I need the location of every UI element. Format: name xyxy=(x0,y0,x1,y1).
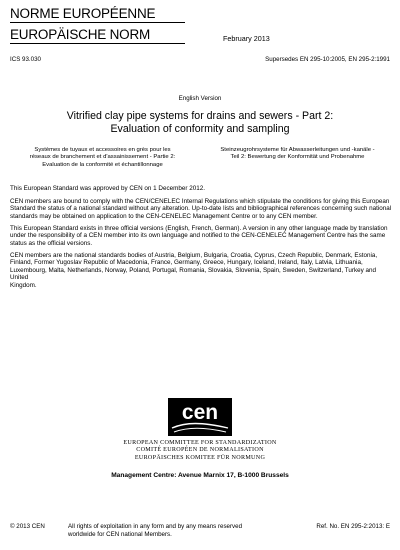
supersedes-note: Supersedes EN 295-10:2005, EN 295-2:1991 xyxy=(265,56,390,63)
versions-line-1: This European Standard exists in three official versions (English, French, German). A version in any other language made by translation xyxy=(10,225,388,232)
rights-notice xyxy=(68,523,242,538)
approval-paragraph: This European Standard was approved by CEN on 1 December 2012. xyxy=(10,185,205,192)
europaische-norm-heading: EUROPÄISCHE NORM xyxy=(10,27,151,42)
title-line-2: Evaluation of conformity and sampling xyxy=(110,122,290,135)
cen-logo-icon xyxy=(168,398,232,436)
french-title-line-3: Evaluation de la conformité et échantillonnage xyxy=(42,161,163,168)
header-rule-1 xyxy=(10,22,185,23)
cen-logo xyxy=(168,398,232,436)
committee-name-fr: COMITÉ EUROPÉEN DE NORMALISATION xyxy=(136,447,264,454)
rights-line-2: worldwide for CEN national Members. xyxy=(68,530,172,538)
committee-name-en: EUROPEAN COMMITTEE FOR STANDARDIZATION xyxy=(123,440,277,446)
members-line-2: Finland, Former Yugoslav Republic of Macedonia, France, Germany, Greece, Hungary, Iceland, Ireland, Italy, Latvia, Lithuania, xyxy=(10,259,363,267)
language-version: English Version xyxy=(178,95,222,102)
committee-names xyxy=(0,440,400,462)
members-line-4: Kingdom. xyxy=(10,281,37,289)
member-countries-paragraph xyxy=(10,252,392,289)
members-line-3: Luxembourg, Malta, Netherlands, Norway, Poland, Portugal, Romania, Slovakia, Slovenia, Spain, Sweden, Switzerland, Turkey and United xyxy=(10,266,376,282)
management-centre-address: Management Centre: Avenue Marnix 17, B-1000 Brussels xyxy=(111,472,289,479)
committee-name-de: EUROPÄISCHES KOMITEE FÜR NORMUNG xyxy=(134,454,266,461)
versions-line-3: status as the official versions. xyxy=(10,239,93,247)
french-title-line-1: Systèmes de tuyaux et accessoires en grès pour les xyxy=(34,147,171,153)
ics-code: ICS 93.030 xyxy=(10,56,41,63)
german-title-line-1: Steinzeugrohrsysteme für Abwasserleitungen und -kanäle - xyxy=(220,147,375,153)
norme-europeenne-heading: NORME EUROPÉENNE xyxy=(10,6,156,21)
cen-members-bound-paragraph xyxy=(10,198,392,220)
copyright-notice: © 2013 CEN xyxy=(10,523,45,530)
cen-logo-text: cen xyxy=(181,401,219,424)
versions-line-2: under the responsibility of a CEN member into its own language and notified to the CEN-CENELEC Management Centre has the same xyxy=(10,232,386,240)
bound-line-2: Standard the status of a national standard without any alteration. Up-to-date lists and bibliographical references concerning such national xyxy=(10,205,392,213)
members-line-1: CEN members are the national standards bodies of Austria, Belgium, Bulgaria, Croatia, Cyprus, Czech Republic, Denmark, Estonia, xyxy=(10,252,378,259)
bound-line-1: CEN members are bound to comply with the CEN/CENELEC Internal Regulations which stipulate the conditions for giving this European xyxy=(10,198,390,205)
french-title xyxy=(10,147,195,169)
french-title-line-2: réseaux de branchement et d'assainissement - Partie 2: xyxy=(29,154,176,161)
official-versions-paragraph xyxy=(10,225,392,247)
reference-number: Ref. No. EN 295-2:2013: E xyxy=(316,523,390,530)
header-rule-2 xyxy=(10,43,185,44)
publication-date: February 2013 xyxy=(223,34,270,43)
german-title xyxy=(205,147,390,162)
bound-line-3: standards may be obtained on application to the CEN-CENELEC Management Centre or to any CEN member. xyxy=(10,212,318,220)
document-title xyxy=(0,110,400,135)
title-line-1: Vitrified clay pipe systems for drains and sewers - Part 2: xyxy=(66,110,334,122)
rights-line-1: All rights of exploitation in any form and by any means reserved xyxy=(68,523,243,530)
german-title-line-2: Teil 2: Bewertung der Konformität und Probenahme xyxy=(230,154,365,161)
